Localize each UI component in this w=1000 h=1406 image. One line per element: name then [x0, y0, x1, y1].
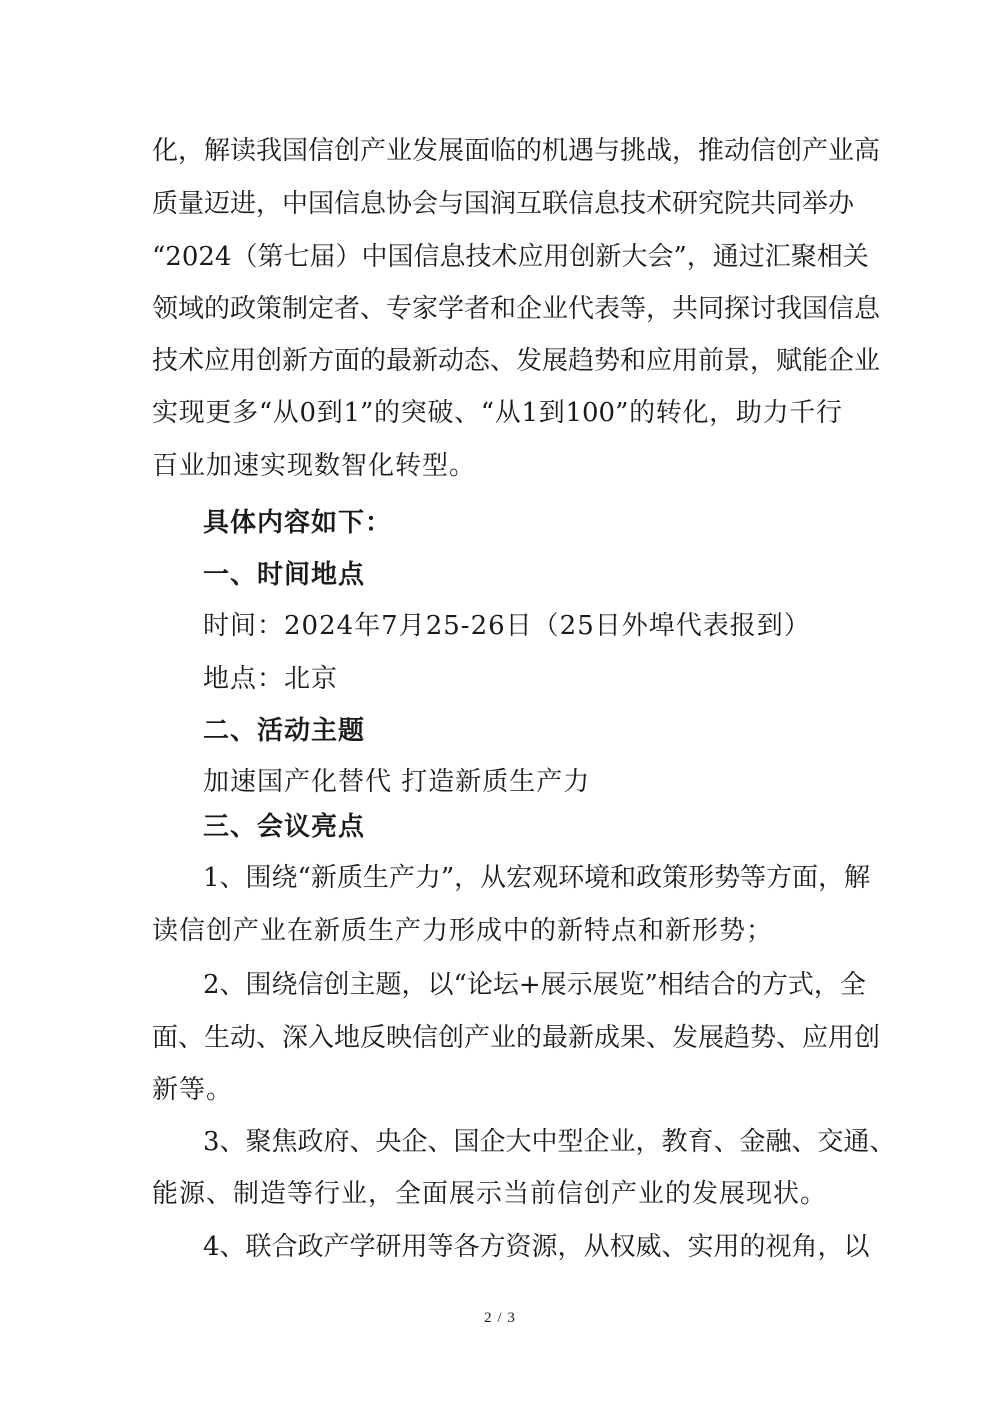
highlight-line-2: 读信创产业在新质生产力形成中的新特点和新形势； — [152, 916, 774, 946]
highlight-line-6: 3、聚焦政府、央企、国企大中型企业，教育、金融、交通、 — [203, 1127, 896, 1157]
highlight-line-1: 1、围绕“新质生产力”，从宏观环境和政策形势等方面，解 — [203, 863, 871, 893]
page-number: 2 / 3 — [484, 1310, 516, 1326]
intro-line-4: 领域的政策制定者、专家学者和企业代表等，共同探讨我国信息 — [152, 294, 881, 324]
section-2-theme: 加速国产化替代 打造新质生产力 — [203, 767, 591, 797]
intro-line-7: 百业加速实现数智化转型。 — [152, 451, 477, 481]
highlight-line-8: 4、联合政产学研用等各方资源，从权威、实用的视角，以 — [203, 1232, 870, 1262]
highlight-line-3: 2、围绕信创主题，以“论坛+展示展览”相结合的方式，全 — [203, 970, 866, 1000]
intro-line-5: 技术应用创新方面的最新动态、发展趋势和应用前景，赋能企业 — [152, 346, 881, 376]
intro-line-2: 质量迈进，中国信息协会与国润互联信息技术研究院共同举办 — [152, 189, 855, 219]
highlight-line-5: 新等。 — [152, 1075, 234, 1105]
section-1-time: 时间：2024年7月25-26日（25日外埠代表报到） — [203, 611, 811, 641]
section-3-heading: 三、会议亮点 — [203, 812, 366, 842]
highlight-line-7: 能源、制造等行业，全面展示当前信创产业的发展现状。 — [152, 1179, 828, 1209]
intro-line-3: “2024（第七届）中国信息技术应用创新大会”，通过汇聚相关 — [152, 242, 869, 272]
intro-line-1: 化，解读我国信创产业发展面临的机遇与挑战，推动信创产业高 — [152, 136, 881, 166]
intro-line-6: 实现更多“从0到1”的突破、“从1到100”的转化，助力千行 — [152, 398, 842, 428]
section-1-place: 地点：北京 — [203, 664, 339, 694]
highlight-line-4: 面、生动、深入地反映信创产业的最新成果、发展趋势、应用创 — [152, 1023, 881, 1053]
section-1-heading: 一、时间地点 — [203, 560, 366, 590]
content-heading: 具体内容如下： — [203, 508, 393, 538]
section-2-heading: 二、活动主题 — [203, 716, 366, 746]
